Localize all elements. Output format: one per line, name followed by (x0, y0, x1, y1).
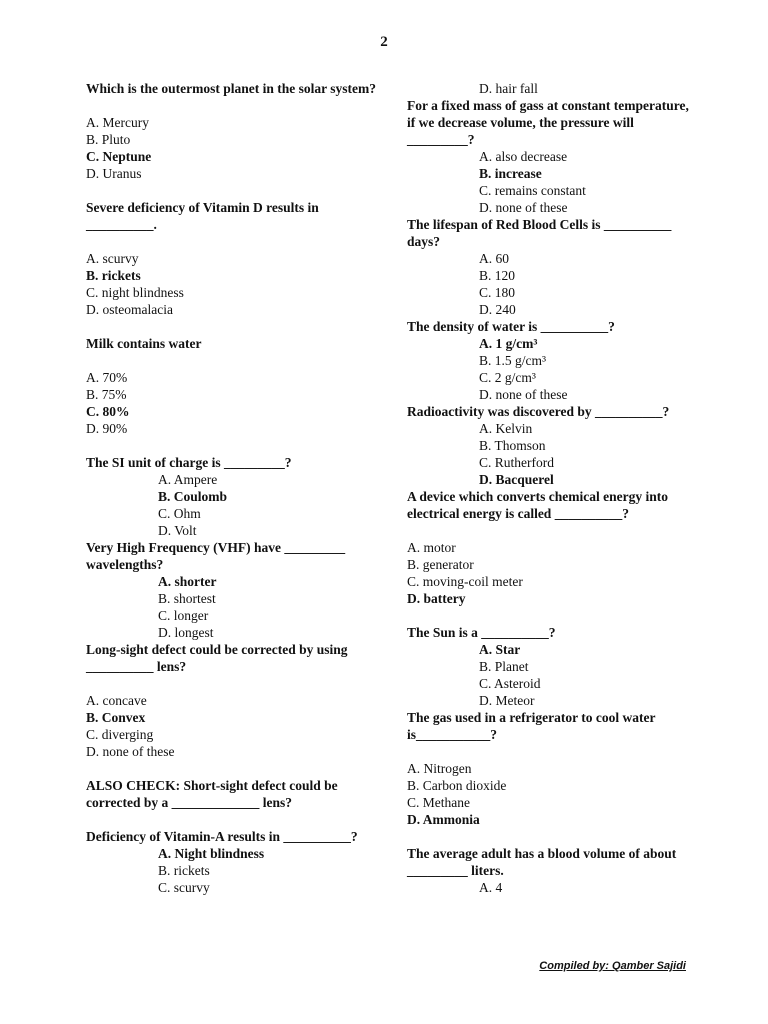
option: D. 90% (86, 421, 128, 436)
option: C. remains constant (479, 183, 586, 198)
option-answer: B. increase (479, 166, 542, 181)
option: C. scurvy (158, 880, 210, 895)
option: B. 75% (86, 387, 127, 402)
option: C. Asteroid (479, 676, 541, 691)
question-milk-water: Milk contains water (86, 336, 202, 351)
option: A. Nitrogen (407, 761, 472, 776)
question-refrigerator-gas: The gas used in a refrigerator to cool water is___________? (407, 710, 656, 742)
option: C. 2 g/cm³ (479, 370, 536, 385)
option: C. longer (158, 608, 209, 623)
option-answer: A. Star (479, 642, 521, 657)
option: A. Mercury (86, 115, 149, 130)
option-answer: A. 1 g/cm³ (479, 336, 538, 351)
option: C. 180 (479, 285, 516, 300)
question-long-sight: Long-sight defect could be corrected by using __________ lens? (86, 642, 348, 674)
option: C. Methane (407, 795, 470, 810)
question-radioactivity: Radioactivity was discovered by __________? (407, 404, 670, 419)
option: A. concave (86, 693, 147, 708)
question-short-sight: ALSO CHECK: Short-sight defect could be corrected by a _____________ lens? (86, 778, 338, 810)
right-column (407, 80, 697, 896)
option: D. none of these (86, 744, 175, 759)
option: D. none of these (479, 200, 568, 215)
option: D. none of these (479, 387, 568, 402)
option: C. Rutherford (479, 455, 554, 470)
option: D. osteomalacia (86, 302, 173, 317)
option-answer: A. shorter (158, 574, 217, 589)
option: D. Meteor (479, 693, 535, 708)
option: B. Pluto (86, 132, 131, 147)
question-vitamin-a: Deficiency of Vitamin-A results in __________? (86, 829, 358, 844)
option-answer: D. battery (407, 591, 466, 606)
option: A. scurvy (86, 251, 139, 266)
option: B. Planet (479, 659, 529, 674)
option: C. diverging (86, 727, 154, 742)
question-vitamin-d: Severe deficiency of Vitamin D results in __________. (86, 200, 319, 232)
option: A. Kelvin (479, 421, 533, 436)
option: A. 4 (479, 880, 503, 895)
option: B. Carbon dioxide (407, 778, 507, 793)
option-answer: B. Coulomb (158, 489, 228, 504)
left-column (86, 80, 376, 896)
option: A. 60 (479, 251, 509, 266)
option: A. also decrease (479, 149, 568, 164)
option-answer: D. Bacquerel (479, 472, 554, 487)
question-vhf: Very High Frequency (VHF) have _________ wavelengths? (86, 540, 346, 572)
question-rbc-lifespan: The lifespan of Red Blood Cells is __________ days? (407, 217, 672, 249)
option: D. Volt (158, 523, 197, 538)
option: A. 70% (86, 370, 128, 385)
question-blood-volume: The average adult has a blood volume of about _________ liters. (407, 846, 677, 878)
option: A. Ampere (158, 472, 218, 487)
question-gas-pressure: For a fixed mass of gass at constant temperature, if we decrease volume, the pressure will _________? (407, 98, 689, 147)
question-si-unit-charge: The SI unit of charge is _________? (86, 455, 292, 470)
question-chemical-electrical: A device which converts chemical energy into electrical energy is called __________? (407, 489, 668, 521)
question-sun: The Sun is a __________? (407, 625, 556, 640)
option: B. generator (407, 557, 474, 572)
option: A. motor (407, 540, 456, 555)
option-answer: A. Night blindness (158, 846, 265, 861)
compiled-by-footer: Compiled by: Qamber Sajidi (539, 960, 686, 972)
option-answer: B. rickets (86, 268, 141, 283)
option: B. 120 (479, 268, 516, 283)
option-answer: C. 80% (86, 404, 130, 419)
option: B. shortest (158, 591, 216, 606)
option: D. longest (158, 625, 214, 640)
question-water-density: The density of water is __________? (407, 319, 615, 334)
option: C. moving-coil meter (407, 574, 523, 589)
question-outermost-planet: Which is the outermost planet in the solar system? (86, 81, 376, 96)
option: B. Thomson (479, 438, 546, 453)
option-answer: C. Neptune (86, 149, 152, 164)
option: D. hair fall (479, 81, 538, 96)
option: C. night blindness (86, 285, 184, 300)
option: C. Ohm (158, 506, 201, 521)
option: D. 240 (479, 302, 516, 317)
option: B. rickets (158, 863, 210, 878)
option-answer: D. Ammonia (407, 812, 480, 827)
option-answer: B. Convex (86, 710, 146, 725)
option: B. 1.5 g/cm³ (479, 353, 547, 368)
page-number: 2 (380, 34, 388, 50)
option: D. Uranus (86, 166, 142, 181)
